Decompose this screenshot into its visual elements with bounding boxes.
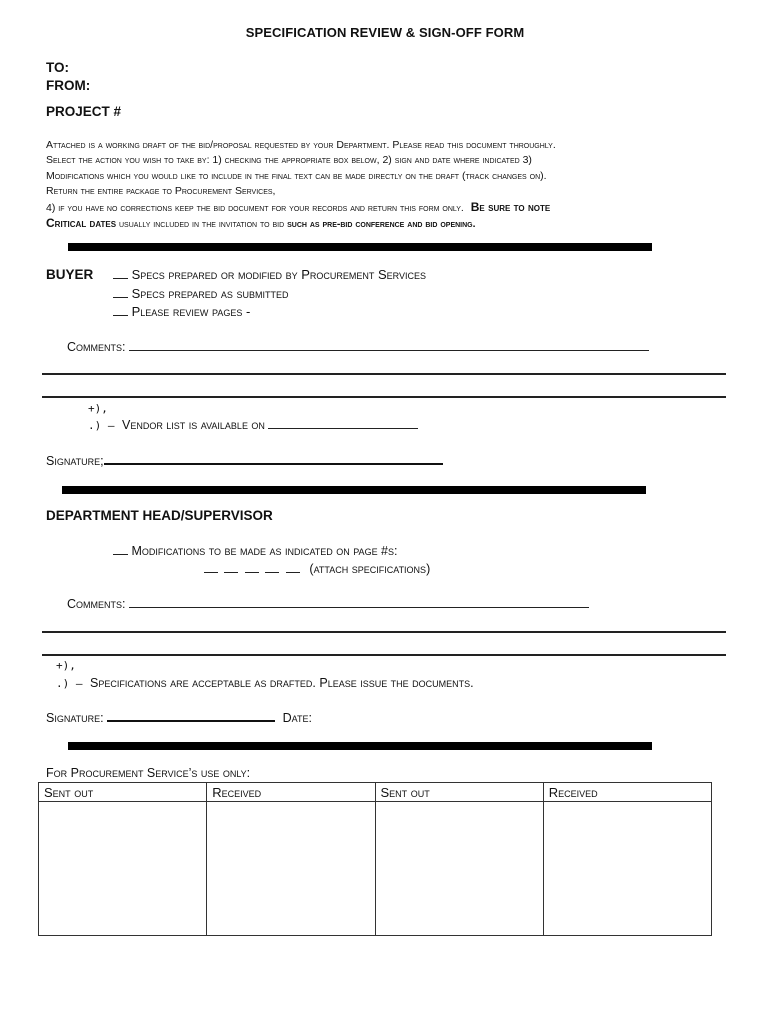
option-label: Please review pages - xyxy=(131,304,251,319)
buyer-label: BUYER xyxy=(46,267,94,282)
column-header-received: Received xyxy=(207,783,375,802)
vendor-list-text: Vendor list is available on xyxy=(121,418,265,432)
comments-label: Comments: xyxy=(67,597,126,611)
signature-label: Signature: xyxy=(46,711,104,725)
page-number-blank[interactable] xyxy=(286,572,300,573)
procurement-tracking-table xyxy=(38,782,712,936)
instructions-line: Select the action you wish to take by: 1) checking the appropriate box below, 2) sign and date where indicated 3) xyxy=(46,154,532,167)
vendor-list-field[interactable] xyxy=(268,428,418,429)
buyer-comments-row xyxy=(67,340,672,354)
option-label: Modifications to be made as indicated on page #s: xyxy=(131,544,398,558)
page-numbers-row xyxy=(204,562,430,576)
buyer-option-as-submitted[interactable] xyxy=(113,286,289,301)
dept-code-line: .) – xyxy=(56,677,83,690)
table-cell[interactable] xyxy=(207,802,375,936)
page-number-blank[interactable] xyxy=(245,572,259,573)
section-divider xyxy=(68,742,652,750)
instructions-emphasis: such as pre-bid conference and bid opening. xyxy=(287,218,476,231)
acceptable-text: Specifications are acceptable as drafted. Please issue the documents. xyxy=(89,676,474,690)
instructions-text: usually included in the invitation to bid xyxy=(116,218,288,231)
project-label: PROJECT # xyxy=(46,104,122,119)
instructions-line xyxy=(46,216,736,232)
form-title: SPECIFICATION REVIEW & SIGN-OFF FORM xyxy=(245,25,525,40)
section-divider xyxy=(62,486,646,494)
dept-head-label: DEPARTMENT HEAD/SUPERVISOR xyxy=(46,508,273,523)
page-number-blank[interactable] xyxy=(204,572,218,573)
attach-specs-text: (attach specifications) xyxy=(309,562,431,576)
buyer-option-review-pages[interactable] xyxy=(113,304,250,319)
instructions-paragraph xyxy=(46,138,736,233)
checkbox-blank[interactable] xyxy=(113,554,128,555)
instructions-line: Attached is a working draft of the bid/proposal requested by your Department. Please read this document throughly. xyxy=(46,139,556,151)
table-cell[interactable] xyxy=(543,802,711,936)
buyer-signature-row xyxy=(46,454,443,468)
comment-rule xyxy=(42,654,726,656)
column-header-received: Received xyxy=(543,783,711,802)
table-cell[interactable] xyxy=(39,802,207,936)
procurement-heading: For Procurement Service’s use only: xyxy=(46,766,251,780)
dept-comments-line[interactable] xyxy=(129,607,589,608)
instructions-line: Return the entire package to Procurement Services, xyxy=(46,184,276,197)
comments-label: Comments: xyxy=(67,340,126,354)
checkbox-blank[interactable] xyxy=(113,297,128,298)
comment-rule xyxy=(42,631,726,633)
buyer-code-line: +), xyxy=(88,402,108,415)
checkbox-blank[interactable] xyxy=(113,278,128,279)
instructions-text: 4) if you have no corrections keep the bid document for your records and return this form only. xyxy=(46,202,464,215)
instructions-emphasis: Be sure to note xyxy=(470,200,551,215)
table-cell[interactable] xyxy=(375,802,543,936)
instructions-line: Modifications which you would like to include in the final text can be made directly on the draft (track changes on). xyxy=(46,169,547,182)
dept-comments-row xyxy=(67,597,612,611)
page-number-blank[interactable] xyxy=(224,572,238,573)
column-header-sent-out: Sent out xyxy=(39,783,207,802)
from-label: FROM: xyxy=(46,78,91,93)
buyer-vendor-row xyxy=(88,418,418,432)
instructions-line xyxy=(46,200,736,216)
comment-rule xyxy=(42,373,726,375)
buyer-comments-line[interactable] xyxy=(129,350,649,351)
page-number-blank[interactable] xyxy=(265,572,279,573)
date-label: Date: xyxy=(282,711,312,725)
comment-rule xyxy=(42,396,726,398)
checkbox-blank[interactable] xyxy=(113,315,128,316)
dept-acceptable-row xyxy=(56,676,474,690)
dept-code-line: +), xyxy=(56,659,76,672)
column-header-sent-out: Sent out xyxy=(375,783,543,802)
dept-signature-line[interactable] xyxy=(107,720,275,722)
critical-dates-label: Critical dates xyxy=(46,216,117,231)
section-divider xyxy=(68,243,652,251)
to-label: TO: xyxy=(46,60,69,75)
option-label: Specs prepared or modified by Procurement Services xyxy=(131,267,427,282)
buyer-code-line: .) – xyxy=(88,419,115,432)
option-label: Specs prepared as submitted xyxy=(131,286,289,301)
buyer-option-procurement[interactable] xyxy=(113,267,426,282)
buyer-signature-line[interactable] xyxy=(104,463,443,465)
signature-label: Signature; xyxy=(46,454,104,468)
dept-signature-row xyxy=(46,711,312,725)
dept-option-modifications[interactable] xyxy=(113,544,397,558)
